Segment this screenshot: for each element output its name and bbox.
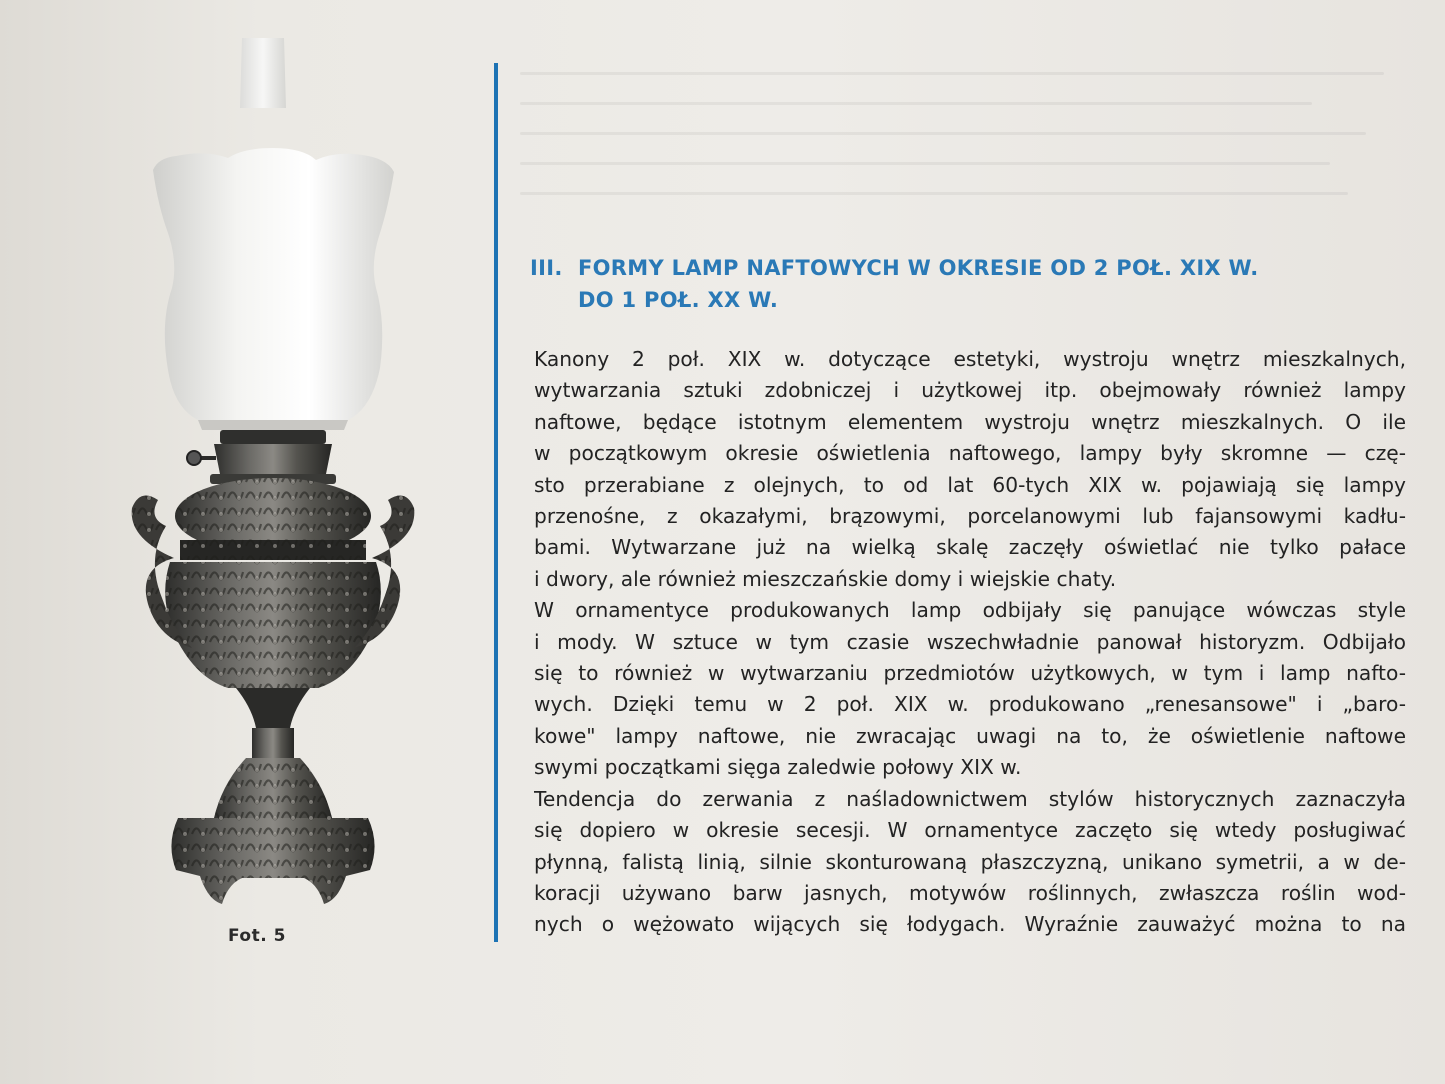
text-line: swymi początkami sięga zaledwie połowy XIX w. [534, 755, 1022, 780]
chapter-heading [530, 252, 1410, 316]
vertical-divider [494, 63, 498, 942]
text-line: wych. Dzięki temu w 2 poł. XIX w. produkowano „renesansowe" i „baro- [534, 692, 1406, 717]
text-line: w początkowym okresie oświetlenia naftowego, lampy były skromne — czę- [534, 441, 1406, 466]
text-line: W ornamentyce produkowanych lamp odbijały się panujące wówczas style [534, 598, 1406, 623]
figure-caption: Fot. 5 [228, 926, 286, 946]
text-line: płynną, falistą linią, silnie skonturowaną płaszczyzną, unikano symetrii, a w de- [534, 849, 1406, 874]
text-line: przenośne, z okazałymi, brązowymi, porcelanowymi lub fajansowymi kadłu- [534, 504, 1406, 529]
text-line: i mody. W sztuce w tym czasie wszechwładnie panował historyzm. Odbijało [534, 629, 1406, 654]
chapter-title-line-2: DO 1 POŁ. XX W. [578, 288, 779, 312]
text-line: Kanony 2 poł. XIX w. dotyczące estetyki, wystroju wnętrz mieszkalnych, [534, 347, 1406, 371]
text-line: się to również w wytwarzaniu przedmiotów użytkowych, w tym i lamp nafto- [534, 661, 1406, 686]
text-line: i dwory, ale również mieszczańskie domy i wiejskie chaty. [534, 566, 1117, 591]
body-text [534, 344, 1406, 941]
text-line: kowe" lampy naftowe, nie zwracając uwagi na to, że oświetlenie naftowe [534, 723, 1406, 748]
text-line: bami. Wytwarzane już na wielką skalę zaczęły oświetlać nie tylko pałace [534, 535, 1406, 560]
text-line: koracji używano barw jasnych, motywów roślinnych, zwłaszcza roślin wod- [534, 880, 1406, 905]
chapter-title-text-1: FORMY LAMP NAFTOWYCH W OKRESIE OD 2 POŁ. XIX W. [578, 256, 1259, 280]
text-line: wytwarzania sztuki zdobniczej i użytkowej itp. obejmowały również lampy [534, 378, 1406, 403]
text-line: sto przerabiane z olejnych, to od lat 60-tych XIX w. pojawiają się lampy [534, 472, 1406, 497]
kerosene-lamp-icon [118, 38, 428, 918]
show-through-text [520, 72, 1420, 232]
text-line: nych o wężowato wijących się łodygach. Wyraźnie zauważyć można to na [534, 912, 1406, 937]
text-line: Tendencja do zerwania z naśladownictwem stylów historycznych zaznaczyła [534, 786, 1406, 811]
chapter-number: III. [530, 256, 563, 280]
chapter-title-line-1 [530, 252, 1410, 284]
text-line: naftowe, będące istotnym elementem wystroju wnętrz mieszkalnych. O ile [534, 409, 1406, 434]
text-line: się dopiero w okresie secesji. W ornamentyce zaczęto się wtedy posługiwać [534, 818, 1406, 843]
